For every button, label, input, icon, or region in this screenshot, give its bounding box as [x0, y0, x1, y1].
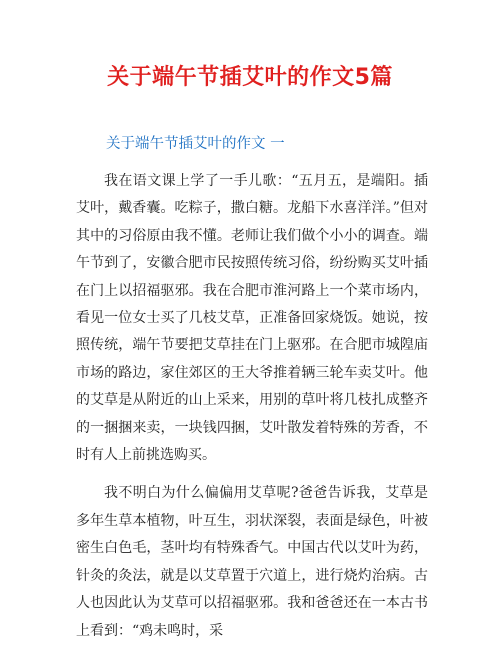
- paragraph: 我在语文课上学了一手儿歌：“五月五，是端阳。插艾叶，戴香囊。吃粽子，撒白糖。龙船下水喜洋洋。”但对其中的习俗原由我不懂。老师让我们做个小小的调查。端午节到了，安徽合肥市民按照传统习俗，纷纷购买艾叶插在门上以招福驱邪。我在合肥市淮河路上一个菜市场内，看见一位女士买了几枝艾草，正准备回家烧饭。她说，按照传统，端午节要把艾草挂在门上驱邪。在合肥市城隍庙市场的路边，家住郊区的王大爷推着辆三轮车卖艾叶。他的艾草是从附近的山上采来，用别的草叶将几枝扎成整齐的一捆捆来卖，一块钱四捆，艾叶散发着特殊的芳香，不时有人上前挑选购买。: [76, 173, 428, 464]
- article-body: [76, 168, 428, 656]
- document-title: 关于端午节插艾叶的作文5篇: [107, 65, 393, 90]
- section-heading: 关于端午节插艾叶的作文 一: [106, 136, 285, 152]
- paragraph: 我不明白为什么偏偏用艾草呢?爸爸告诉我，艾草是多年生草本植物，叶互生，羽状深裂，表面是绿色，叶被密生白色毛，茎叶均有特殊香气。中国古代以艾叶为药，针灸的灸法，就是以艾草置于穴道上，进行烧灼治病。古人也因此认为艾草可以招福驱邪。我和爸爸还在一本古书上看到：“鸡未鸣时，采: [76, 485, 428, 639]
